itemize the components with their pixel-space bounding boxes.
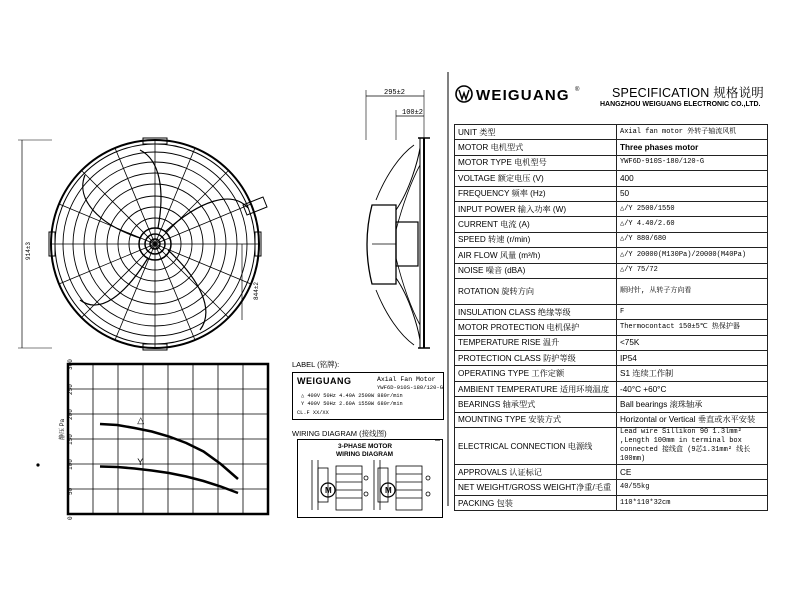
spec-value: S1 连续工作制 [617,366,768,381]
spec-value: △/Y 4.40/2.60 [617,217,768,232]
spec-value: Horizontal or Vertical 垂直或水平安装 [617,412,768,427]
spec-row [455,248,768,263]
chart-y-tick: 300 [67,359,74,370]
spec-key: INSULATION CLASS 绝缘等级 [455,304,617,319]
spec-value: △/Y 75/72 [617,263,768,278]
spec-row [455,155,768,170]
spec-row [455,217,768,232]
spec-row [455,186,768,201]
fan-side-view [366,90,430,348]
chart-frame [68,364,268,514]
spec-key: VOLTAGE 额定电压 (V) [455,171,617,186]
spec-row [455,351,768,366]
wiring-box-title-2: WIRING DIAGRAM [336,451,394,458]
chart-ylabel: 静压 Pa [60,418,66,440]
spec-row [455,397,768,412]
spec-value: IP54 [617,351,768,366]
spec-key: APPROVALS 认证标记 [455,465,617,480]
spec-key: ROTATION 旋转方向 [455,278,617,304]
spec-row [455,140,768,155]
nameplate-label [292,372,444,420]
spec-value: <75K [617,335,768,350]
chart-y-tick: 100 [67,459,74,470]
spec-value: Ball bearings 滚珠轴承 [617,397,768,412]
spec-value: 50 [617,186,768,201]
spec-value: △/Y 880/680 [617,232,768,247]
spec-value: 400 [617,171,768,186]
spec-key: BEARINGS 轴承型式 [455,397,617,412]
spec-key: NOISE 噪音 (dBA) [455,263,617,278]
chart-y-tick: 50 [67,487,74,495]
dim-width: 295±2 [384,89,406,97]
spec-value: 110*110*32cm [617,495,768,510]
spec-row [455,201,768,216]
spec-key: AMBIENT TEMPERATURE 适用环境温度 [455,381,617,396]
spec-company: HANGZHOU WEIGUANG ELECTRONIC CO.,LTD. [600,101,761,108]
spec-row [455,304,768,319]
wiring-box-title-1: 3-PHASE MOTOR [338,443,393,450]
fan-front-view [18,138,267,350]
spec-value: F [617,304,768,319]
spec-key: MOTOR PROTECTION 电机保护 [455,320,617,335]
spec-row [455,278,768,304]
spec-key: CURRENT 电流 (A) [455,217,617,232]
wiring-diagram-box [297,439,443,518]
spec-value: △/Y 20000(M130Pa)/20000(M40Pa) [617,248,768,263]
spec-key: ELECTRICAL CONNECTION 电源线 [455,428,617,465]
chart-y-tick: 0 [67,516,74,520]
weiguang-logo [454,80,584,110]
spec-row [455,428,768,465]
spec-value: 顺时针, 从转子方向看 [617,278,768,304]
spec-key: MOUNTING TYPE 安装方式 [455,412,617,427]
spec-key: FREQUENCY 频率 (Hz) [455,186,617,201]
spec-row [455,480,768,495]
spec-key: OPERATING TYPE 工作定额 [455,366,617,381]
spec-value: YWF6D-910S-180/120-G [617,155,768,170]
dim-bolt: 844±2 [253,281,260,300]
spec-row [455,465,768,480]
spec-row [455,381,768,396]
spec-row [455,412,768,427]
spec-row [455,263,768,278]
wiring-motor-glyph-2: M [385,486,392,495]
spec-title: SPECIFICATION 规格说明 [612,86,764,100]
spec-row [455,320,768,335]
label-delta-line: △ 400V 50Hz 4.40A 2500W 880r/min [301,393,403,399]
spec-value: Lead wire Sillikon 90 1.3lmm² ,Length 100mm in terminal box connected 接线盒 (9芯1.31mm² 线长100mm) [617,428,768,465]
chart-y-tick: 250 [67,384,74,395]
spec-row [455,495,768,510]
specification-sheet [448,72,772,506]
label-star-line: Y 400V 50Hz 2.60A 1550W 680r/min [301,401,403,407]
spec-row [455,335,768,350]
chart-lines [100,415,238,493]
spec-key: SPEED 转速 (r/min) [455,232,617,247]
registered-mark: ® [575,87,580,93]
spec-row [455,171,768,186]
spec-key: PROTECTION CLASS 防护等级 [455,351,617,366]
label-section-title: LABEL (铭牌): [292,360,340,369]
chart-series-label: △ [137,415,145,425]
spec-row [455,125,768,140]
spec-value: △/Y 2500/1550 [617,201,768,216]
spec-table [454,124,768,511]
label-product-name: Axial Fan Motor [377,376,436,383]
label-brand: WEIGUANG [297,376,352,386]
label-class-line: CL.F XX/XX [297,410,329,416]
label-model: YWF6D-910S-180/120-G [377,384,444,391]
chart-y-tick: 150 [67,434,74,445]
spec-key: MOTOR 电机型式 [455,140,617,155]
dim-depth: 100±2 [402,109,424,117]
spec-value: 40/55kg [617,480,768,495]
spec-row [455,366,768,381]
spec-row [455,232,768,247]
chart-y-tick: 200 [67,409,74,420]
chart-marker-dot [36,463,39,466]
chart-series-label: Y [137,457,144,467]
spec-value: Axial fan motor 外转子轴流风机 [617,125,768,140]
chart-series-line [100,424,238,479]
spec-key: NET WEIGHT/GROSS WEIGHT净重/毛重 [455,480,617,495]
spec-value: Three phases motor [617,140,768,155]
spec-key: TEMPERATURE RISE 温升 [455,335,617,350]
spec-value: -40°C +60°C [617,381,768,396]
spec-key: UNIT 类型 [455,125,617,140]
logo-wordmark: WEIGUANG [476,87,570,104]
spec-key: MOTOR TYPE 电机型号 [455,155,617,170]
dim-diameter: 914±3 [25,241,32,260]
wiring-section-title: WIRING DIAGRAM (接线图) [292,429,387,438]
spec-value: CE [617,465,768,480]
spec-key: INPUT POWER 输入功率 (W) [455,201,617,216]
spec-value: Thermocontact 150±5℃ 热保护器 [617,320,768,335]
spec-header [454,76,772,116]
spec-key: AIR FLOW 风量 (m³/h) [455,248,617,263]
wiring-motor-glyph-1: M [325,486,332,495]
spec-key: PACKING 包装 [455,495,617,510]
